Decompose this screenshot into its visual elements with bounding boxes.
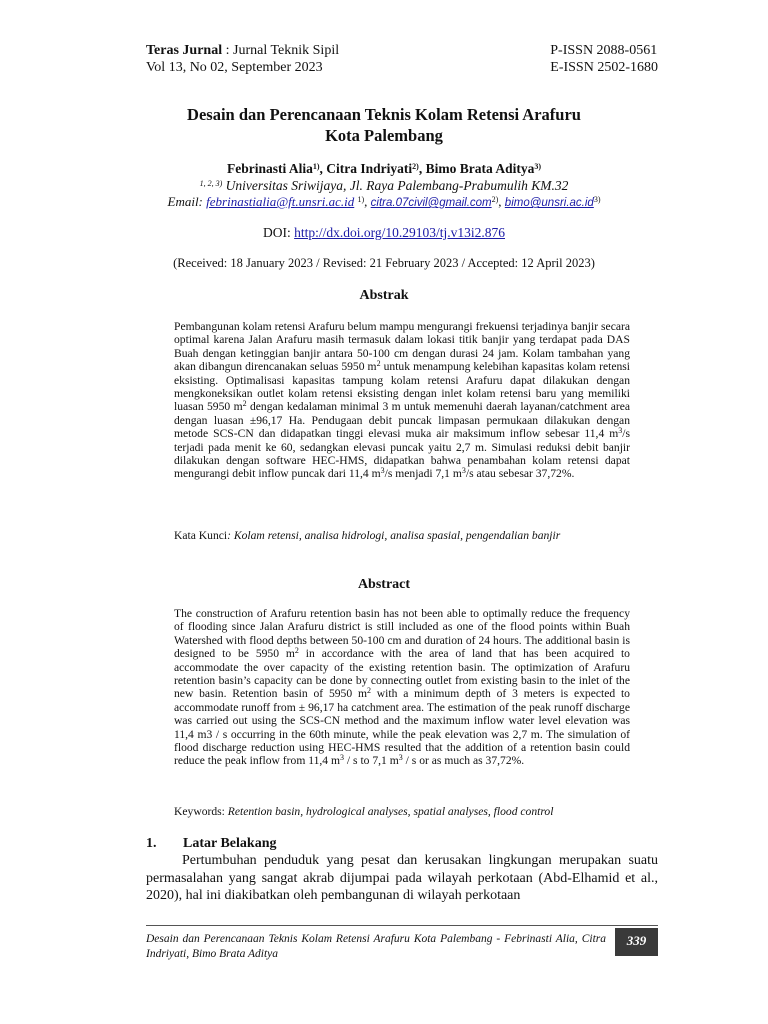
- keywords-label: Keywords:: [174, 805, 228, 818]
- affiliation-text: Universitas Sriwijaya, Jl. Raya Palembang-Prabumulih KM.32: [225, 178, 569, 193]
- abstrak-text: /s terjadi pada menit ke 60, sedangkan elevasi puncak yaitu 2,7 m. Simulasi reduksi debit banjir dilakukan dengan software HEC-HMS, didapatkan bahwa penambahan kolam retensi dapat mengurangi debit inflow puncak dari 11,4 m: [174, 427, 630, 481]
- author-emails: Email: febrinastialia@ft.unsri.ac.id $^{1)}$, citra.07civil@gmail.com$^{2)}$, $bimo@unsri.ac.id^{3)}$: [167, 194, 601, 209]
- eissn: E-ISSN 2502-1680: [550, 60, 658, 75]
- abstrak-body: [174, 320, 630, 481]
- abstrak-text: /s atau sebesar 37,72%.: [465, 467, 575, 481]
- superscript: 3: [618, 426, 623, 436]
- abstrak-heading: Abstrak: [359, 288, 409, 303]
- author-list: [0, 160, 768, 177]
- superscript: 3: [461, 466, 466, 476]
- email-mark: 1): [357, 195, 365, 204]
- email-mark: 2): [491, 195, 499, 204]
- kata-kunci-label: Kata Kunci: [174, 529, 228, 542]
- journal-name: Teras Jurnal: [146, 43, 223, 58]
- abstrak-text: dengan kedalaman minimal 3 m untuk memenuhi daerah layanan/catchment area dengan luasan ±96,17 Ha. Pendugaan debit puncak limpasan permukaan dilakukan dengan metode SCS-CN dan didapatkan tinggi elevasi muka air maksimum inflow sebesar 11,4 m: [174, 400, 630, 441]
- abstract-text: in accordance with the area of land that has been acquired to accommodate the over capacity of the existing retention basin. The optimization of Arafuru retention basin’s capacity can be done by connecting outlet from existing basin to the inlet of the new basin. Retention basin of 5950 m: [174, 647, 630, 701]
- abstrak-text: Pembangunan kolam retensi Arafuru belum mampu mengurangi frekuensi terjadinya banjir secara optimal karena Jalan Arafuru masih termasuk dalam lokasi titik banjir yang terdapat pada DAS Buah dengan ketinggian banjir antara 50-100 cm dengan durasi 24 jam. Kolam tambahan yang akan dibangun direncanakan seluas 5950 m: [174, 320, 630, 374]
- superscript: 3: [398, 753, 403, 763]
- abstract-text: / s or as much as 37,72%.: [402, 754, 525, 768]
- section-number: 1.: [146, 836, 157, 851]
- journal-description: : Jurnal Teknik Sipil: [222, 43, 340, 58]
- abstrak-text: /s menjadi 7,1 m: [384, 467, 462, 481]
- journal-header-left: [146, 42, 339, 76]
- email-label: Email:: [167, 194, 203, 209]
- section-title: Latar Belakang: [183, 836, 277, 851]
- superscript: 3: [380, 466, 385, 476]
- author-name: Febrinasti Alia: [226, 161, 313, 176]
- submission-dates: (Received: 18 January 2023 / Revised: 21 February 2023 / Accepted: 12 April 2023): [173, 256, 595, 270]
- author-affiliation-mark: 2): [412, 162, 419, 171]
- footer-citation: Desain dan Perencanaan Teknis Kolam Retensi Arafuru Kota Palembang - Febrinasti Alia, Citra Indriyati, Bimo Brata Aditya: [146, 933, 606, 960]
- kata-kunci-text: : Kolam retensi, analisa hidrologi, analisa spasial, pengendalian banjir: [227, 529, 561, 542]
- paper-title-line-2: Kota Palembang: [325, 126, 443, 145]
- abstract-text: The construction of Arafuru retention basin has not been able to optimally reduce the frequency of flooding since Jalan Arafuru district is still included as one of the flood points within Buah Watershed with flood depths between 50-100 cm and duration of 24 hours. The additional basin is designed to be 5950 m: [174, 607, 630, 661]
- page-number: 339: [615, 928, 658, 956]
- paper-title-line-1: Desain dan Perencanaan Teknis Kolam Retensi Arafuru: [187, 105, 581, 124]
- footer-divider: [146, 925, 658, 926]
- abstract-text: / s to 7,1 m: [344, 754, 399, 768]
- author-name: , Bimo Brata Aditya: [418, 161, 535, 176]
- superscript: 3: [340, 753, 345, 763]
- doi-line: [0, 225, 768, 241]
- section-heading: [146, 836, 276, 852]
- email-link-2[interactable]: citra.07civil@gmail.com: [370, 197, 492, 209]
- author-name: , Citra Indriyati: [319, 161, 413, 176]
- email-link-1[interactable]: febrinastialia@ft.unsri.ac.id: [206, 194, 355, 209]
- superscript: 2: [242, 399, 247, 409]
- body-paragraph: Pertumbuhan penduduk yang pesat dan kerusakan lingkungan merupakan suatu permasalahan yang sangat akrab dijumpai pada wilayah perkotaan (Abd-Elhamid et al., 2020), hal ini diakibatkan oleh pembangunan di wilayah perkotaan: [146, 853, 658, 903]
- email-mark: 3): [593, 195, 601, 204]
- superscript: 2: [376, 359, 381, 369]
- affiliation: [0, 177, 768, 194]
- affiliation-mark: 1, 2, 3): [199, 179, 223, 188]
- keywords-text: Retention basin, hydrological analyses, spatial analyses, flood control: [227, 805, 554, 818]
- kata-kunci: [174, 529, 644, 542]
- author-affiliation-mark: 1): [312, 162, 320, 171]
- author-affiliation-mark: 3): [534, 162, 542, 171]
- journal-header-right: [550, 42, 658, 76]
- abstract-body: [174, 607, 630, 768]
- journal-volume: Vol 13, No 02, September 2023: [146, 60, 323, 75]
- abstract-heading: Abstract: [357, 577, 411, 592]
- paper-title: [0, 104, 768, 146]
- superscript: 2: [294, 646, 299, 656]
- email-link-3[interactable]: bimo@unsri.ac.id: [504, 197, 594, 209]
- superscript: 2: [366, 686, 371, 696]
- pissn: P-ISSN 2088-0561: [550, 43, 658, 58]
- doi-link[interactable]: http://dx.doi.org/10.29103/tj.v13i2.876: [294, 225, 505, 240]
- abstrak-text: untuk menampung kelebihan kapasitas kolam retensi eksisting. Optimalisasi kapasitas tampung kolam retensi Arafuru dapat dilakukan dengan mengkoneksikan outlet kolam retensi eksisting dengan inlet kolam retensi baru yang memiliki luasan 5950 m: [174, 360, 630, 414]
- abstract-text: with a minimum depth of 3 meters is expected to accommodate runoff from ± 96,17 ha catchment area. The estimation of the peak runoff discharge was carried out using the SCS-CN method and the maximum inflow water level elevation was 11,4 m3 / s occurring in the 60th minute, while the peak elevation was 2,7 m. The simulation of flood discharge reduction using HEC-HMS resulted that the addition of a retention basin could reduce the peak inflow from 11,4 m: [174, 687, 630, 768]
- doi-label: DOI:: [262, 225, 291, 240]
- keywords: [174, 805, 644, 818]
